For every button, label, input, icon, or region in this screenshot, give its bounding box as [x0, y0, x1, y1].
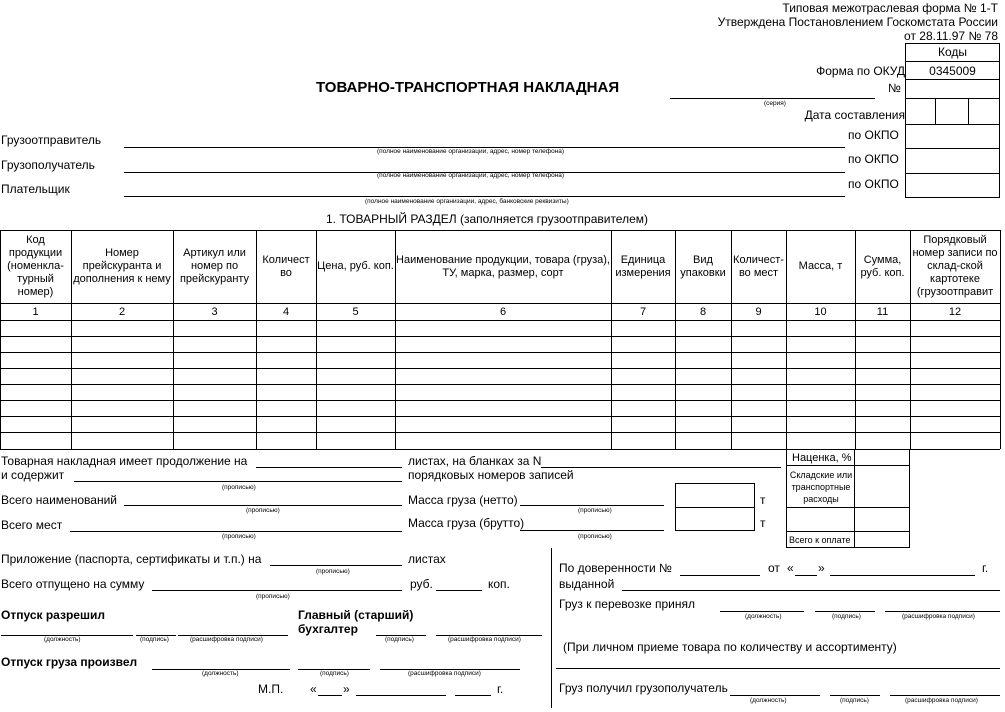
in-words-hint-3: (прописью) — [578, 507, 612, 514]
personal-note: (При личном приеме товара по количеству и ассортименту) — [563, 640, 897, 654]
table-row[interactable] — [0, 336, 1000, 352]
decode-hint-5: (расшифровка подписи) — [905, 697, 978, 704]
column-number-11: 11 — [876, 306, 889, 318]
released-sum-field[interactable] — [152, 576, 402, 591]
column-number-10: 10 — [814, 306, 827, 318]
in-words-hint-7: (прописью) — [256, 593, 290, 600]
payer-label: Плательщик — [1, 182, 70, 196]
column-number-12: 12 — [948, 306, 962, 318]
sign-hint-5: (подпись) — [840, 697, 869, 704]
in-words-hint-1: (прописью) — [222, 484, 256, 491]
position-hint-1: (должность) — [44, 636, 81, 643]
year-field[interactable] — [455, 681, 491, 696]
decode-hint-4: (расшифровка подписи) — [902, 613, 975, 620]
received-label: Груз получил грузополучатель — [559, 681, 728, 695]
sheets-blanks-label: листах, на бланках за N — [408, 454, 542, 468]
quote-close: » — [343, 682, 350, 696]
net-mass-field[interactable] — [520, 491, 664, 506]
issued-field[interactable] — [622, 576, 1000, 591]
accepted-position-field[interactable] — [720, 597, 804, 612]
attachment-label: Приложение (паспорта, сертификаты и т.п.) на — [1, 552, 262, 566]
position-hint-3: (должность) — [745, 613, 782, 620]
net-t-label: т — [760, 493, 766, 507]
received-sign-field[interactable] — [830, 681, 880, 696]
gross-mass-field[interactable] — [520, 516, 664, 531]
chief-sign-field[interactable] — [376, 621, 426, 636]
markup-label: Наценка, % — [792, 452, 852, 464]
okud-label: Форма по ОКУД — [816, 64, 905, 78]
form-type: Типовая межотраслевая форма № 1-Т — [782, 1, 998, 15]
column-header-7: Единица измерения — [615, 253, 671, 279]
total-names-field[interactable] — [124, 491, 402, 506]
column-header-11: Сумма, руб. коп. — [860, 253, 905, 279]
net-mass-label: Масса груза (нетто) — [408, 493, 518, 507]
okpo-shipper-label: по ОКПО — [848, 128, 899, 142]
table-row[interactable] — [0, 368, 1000, 384]
date-label: Дата составления — [804, 108, 905, 122]
released-sum-label: Всего отпущено на сумму — [1, 577, 145, 591]
shipper-hint: (полное наименование организации, адрес, номер телефона) — [377, 148, 565, 155]
release-done-decode-field[interactable] — [380, 655, 520, 670]
column-header-2: Номер прейскуранта и дополнения к нему — [73, 247, 171, 285]
total-names-label: Всего наименований — [1, 493, 117, 507]
total-pay-label: Всего к оплате — [789, 535, 851, 545]
series-field[interactable] — [670, 84, 875, 99]
in-words-hint-6: (прописью) — [316, 568, 350, 575]
column-number-1: 1 — [32, 306, 39, 318]
table-row[interactable] — [0, 432, 1000, 449]
column-number-6: 6 — [499, 306, 507, 318]
ordinal-label: порядковых номеров записей — [408, 468, 574, 482]
in-words-hint-5: (прописью) — [578, 533, 612, 540]
release-allowed-decode-field[interactable] — [178, 621, 288, 636]
sign-hint-3: (подпись) — [320, 670, 349, 677]
received-position-field[interactable] — [730, 681, 820, 696]
approved-date: от 28.11.97 № 78 — [904, 29, 998, 43]
column-header-12: Порядковый номер записи по склад-ской картотеке (грузоотправит — [912, 234, 998, 298]
approved-text: Утверждена Постановлением Госкомстата России — [717, 15, 998, 29]
continuation-field[interactable] — [256, 453, 402, 468]
release-done-position-field[interactable] — [152, 655, 290, 670]
column-header-6: Наименование продукции, товара (груза), ТУ, марка, размер, сорт — [396, 253, 610, 279]
accepted-decode-field[interactable] — [885, 597, 1000, 612]
page-title: ТОВАРНО-ТРАНСПОРТНАЯ НАКЛАДНАЯ — [316, 79, 620, 96]
power-year-field[interactable] — [939, 561, 975, 576]
release-done-label: Отпуск груза произвел — [1, 655, 138, 669]
quote-open: « — [310, 682, 317, 696]
codes-label: Коды — [937, 45, 968, 59]
table-row[interactable] — [0, 400, 1000, 416]
column-header-3: Артикул или номер по прейскуранту — [179, 247, 250, 285]
chief-acc-label: Главный (старший) бухгалтер — [298, 608, 414, 636]
decode-hint-1: (расшифровка подписи) — [190, 636, 263, 643]
series-hint: (серия) — [764, 100, 786, 107]
release-allowed-label: Отпуск разрешил — [1, 608, 105, 622]
section1-title: 1. ТОВАРНЫЙ РАЗДЕЛ (заполняется грузоотправителем) — [326, 212, 649, 226]
decode-hint-3: (расшифровка подписи) — [408, 670, 481, 677]
release-done-sign-field[interactable] — [298, 655, 370, 670]
from-label: от — [768, 561, 780, 575]
column-number-8: 8 — [699, 306, 707, 318]
kop-field[interactable] — [436, 576, 482, 591]
in-words-hint-2: (прописью) — [246, 507, 280, 514]
power-month-field[interactable] — [830, 561, 954, 576]
in-words-hint-4: (прописью) — [222, 533, 256, 540]
column-header-8: Вид упаковки — [680, 253, 726, 279]
power-label: По доверенности № — [559, 561, 672, 575]
okpo-payer-label: по ОКПО — [848, 177, 899, 191]
release-allowed-sign-field[interactable] — [136, 621, 176, 636]
position-hint-2: (должность) — [202, 670, 239, 677]
gross-mass-label: Масса груза (брутто) — [408, 516, 525, 530]
okud-code[interactable]: 0345009 — [929, 64, 976, 78]
total-places-field[interactable] — [70, 517, 402, 532]
power-year-label: г. — [982, 561, 989, 575]
consignee-field[interactable] — [124, 158, 845, 173]
month-field[interactable] — [356, 681, 446, 696]
shipper-field[interactable] — [124, 133, 845, 148]
number-label: № — [888, 81, 901, 95]
consignee-hint: (полное наименование организации, адрес, номер телефона) — [377, 172, 565, 179]
column-number-2: 2 — [118, 306, 126, 318]
column-header-1: Код продукции (номенкла-турный номер) — [7, 234, 64, 298]
table-row[interactable] — [0, 416, 1000, 432]
table-row[interactable] — [0, 384, 1000, 400]
and-contains-label: и содержит — [1, 468, 65, 482]
day-field[interactable] — [318, 681, 342, 696]
column-number-9: 9 — [755, 306, 762, 318]
rub-label: руб. — [410, 577, 433, 591]
continuation-label: Товарная накладная имеет продолжение на — [1, 454, 248, 468]
gross-t-label: т — [760, 516, 766, 530]
sign-hint-1: (подпись) — [140, 636, 169, 643]
power-day-field[interactable] — [795, 561, 817, 576]
column-header-9: Количест-во мест — [733, 253, 784, 279]
table-row[interactable] — [0, 320, 1000, 336]
sign-hint-4: (подпись) — [832, 613, 861, 620]
position-hint-4: (должность) — [750, 697, 787, 704]
quote-close-2: » — [818, 561, 825, 575]
column-header-10: Масса, т — [798, 260, 843, 272]
chief-decode-field[interactable] — [436, 621, 542, 636]
column-number-4: 4 — [282, 306, 290, 318]
column-number-3: 3 — [211, 306, 218, 318]
payer-hint: (полное наименование организации, адрес, банковские реквизиты) — [365, 198, 569, 205]
total-places-label: Всего мест — [1, 518, 63, 532]
okpo-consignee-label: по ОКПО — [848, 152, 899, 166]
quote-open-2: « — [787, 561, 794, 575]
kop-label: коп. — [488, 577, 510, 591]
accepted-sign-field[interactable] — [815, 597, 875, 612]
accepted-label: Груз к перевозке принял — [559, 597, 695, 611]
consignee-label: Грузополучатель — [1, 158, 95, 172]
sign-hint-2: (подпись) — [385, 636, 414, 643]
column-number-5: 5 — [352, 306, 359, 318]
issued-label: выданной — [559, 577, 615, 591]
column-header-4: Количест во — [262, 253, 310, 279]
column-header-5: Цена, руб. коп. — [317, 260, 394, 272]
release-allowed-position-field[interactable] — [1, 621, 133, 636]
decode-hint-2: (расшифровка подписи) — [448, 636, 521, 643]
mp-label: М.П. — [258, 682, 284, 696]
attachment-field[interactable] — [270, 551, 402, 566]
received-decode-field[interactable] — [890, 681, 1000, 696]
blanks-field[interactable] — [541, 453, 781, 468]
column-number-7: 7 — [639, 306, 647, 318]
contains-field[interactable] — [74, 467, 402, 482]
year-label: г. — [497, 682, 504, 696]
shipper-label: Грузоотправитель — [1, 133, 102, 147]
sheets-label: листах — [408, 552, 446, 566]
payer-field[interactable] — [124, 182, 845, 197]
warehouse-label: Складские или транспортные расходы — [789, 470, 853, 504]
table-row[interactable] — [0, 352, 1000, 368]
power-number-field[interactable] — [680, 561, 760, 576]
